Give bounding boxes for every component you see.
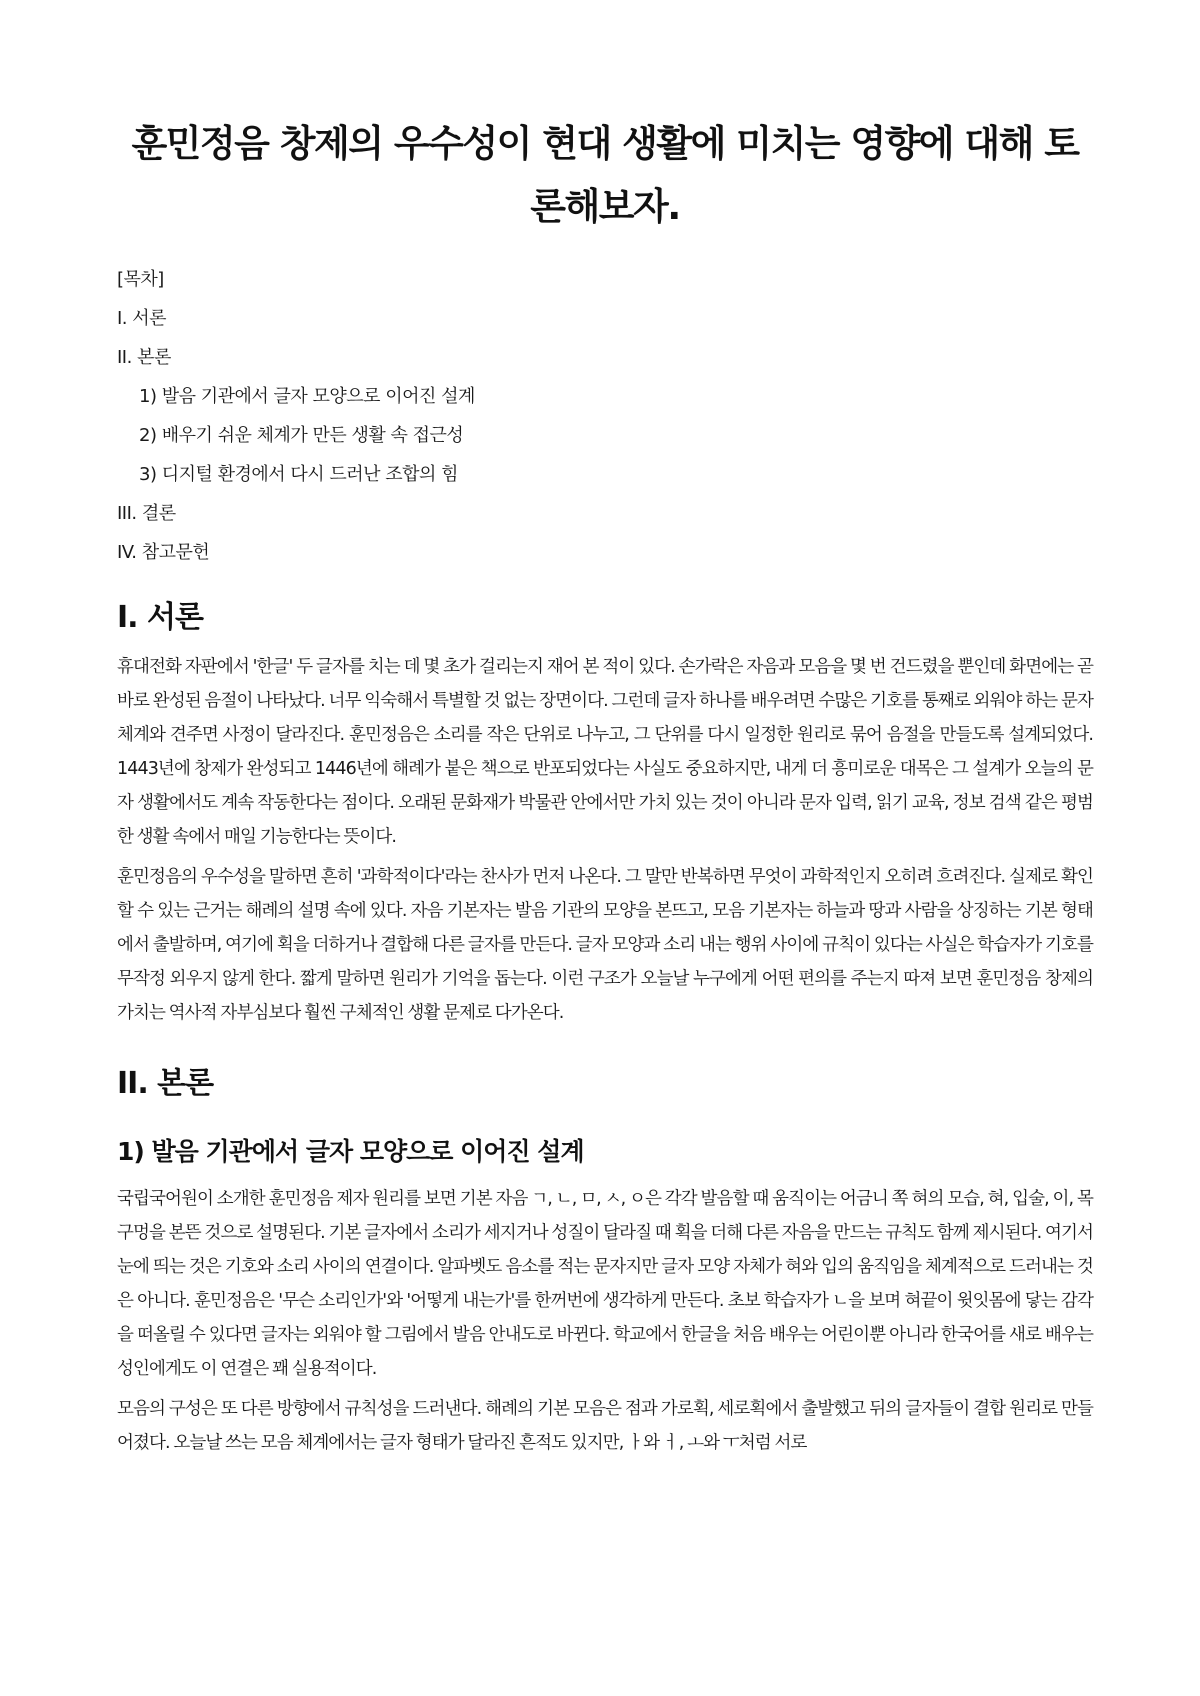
toc-item-references: IV. 참고문헌	[117, 542, 210, 563]
toc-item-intro: I. 서론	[117, 308, 167, 329]
intro-paragraph: 훈민정음의 우수성을 말하면 흔히 '과학적이다'라는 찬사가 먼저 나온다. 그 말만 반복하면 무엇이 과학적인지 오히려 흐려진다. 실제로 확인할 수 있는 근거는 해례의 설명 속에 있다. 자음 기본자는 발음 기관의 모양을 본뜨고, 모음 기본자는 하늘과 땅과 사람을 상징하는 기본 형태에서 출발하며, 여기에 획을 더하거나 결합해 다른 글자를 만든다. 글자 모양과 소리 내는 행위 사이에 규칙이 있다는 사실은 학습자가 기호를 무작정 외우지 않게 한다. 짧게 말하면 원리가 기억을 돕는다. 이런 구조가 오늘날 누구에게 어떤 편의를 주는지 따져 보면 훈민정음 창제의 가치는 역사적 자부심보다 훨씬 구체적인 생활 문제로 다가온다.	[117, 867, 1093, 1023]
body-paragraph: 모음의 구성은 또 다른 방향에서 규칙성을 드러낸다. 해례의 기본 모음은 점과 가로획, 세로획에서 출발했고 뒤의 글자들이 결합 원리로 만들어졌다. 오늘날 쓰는 모음 체계에서는 글자 형태가 달라진 흔적도 있지만, ㅏ와 ㅓ, ㅗ와 ㅜ처럼 서로	[117, 1399, 1093, 1453]
section-heading-intro: I. 서론	[117, 600, 203, 635]
toc-item-conclusion: III. 결론	[117, 503, 176, 524]
toc-item-body-1: 1) 발음 기관에서 글자 모양으로 이어진 설계	[139, 386, 475, 407]
document-title: 훈민정음 창제의 우수성이 현대 생활에 미치는 영향에 대해 토론해보자.	[131, 122, 1079, 228]
subsection-heading-1: 1) 발음 기관에서 글자 모양으로 이어진 설계	[117, 1137, 584, 1166]
document-page	[117, 112, 1093, 1466]
table-of-contents	[117, 260, 1093, 572]
toc-heading: [목차]	[117, 269, 164, 290]
toc-item-body-2: 2) 배우기 쉬운 체계가 만든 생활 속 접근성	[139, 425, 464, 446]
intro-paragraph: 휴대전화 자판에서 '한글' 두 글자를 치는 데 몇 초가 걸리는지 재어 본 적이 있다. 손가락은 자음과 모음을 몇 번 건드렸을 뿐인데 화면에는 곧바로 완성된 음절이 나타났다. 너무 익숙해서 특별할 것 없는 장면이다. 그런데 글자 하나를 배우려면 수많은 기호를 통째로 외워야 하는 문자 체계와 견주면 사정이 달라진다. 훈민정음은 소리를 작은 단위로 나누고, 그 단위를 다시 일정한 원리로 묶어 음절을 만들도록 설계되었다. 1443년에 창제가 완성되고 1446년에 해례가 붙은 책으로 반포되었다는 사실도 중요하지만, 내게 더 흥미로운 대목은 그 설계가 오늘의 문자 생활에서도 계속 작동한다는 점이다. 오래된 문화재가 박물관 안에서만 가치 있는 것이 아니라 문자 입력, 읽기 교육, 정보 검색 같은 평범한 생활 속에서 매일 기능한다는 뜻이다.	[117, 657, 1093, 847]
toc-item-body: II. 본론	[117, 347, 171, 368]
toc-item-body-3: 3) 디지털 환경에서 다시 드러난 조합의 힘	[139, 464, 459, 485]
body-paragraph: 국립국어원이 소개한 훈민정음 제자 원리를 보면 기본 자음 ㄱ, ㄴ, ㅁ, ㅅ, ㅇ은 각각 발음할 때 움직이는 어금니 쪽 혀의 모습, 혀, 입술, 이, 목구멍을 본뜬 것으로 설명된다. 기본 글자에서 소리가 세지거나 성질이 달라질 때 획을 더해 다른 자음을 만드는 규칙도 함께 제시된다. 여기서 눈에 띄는 것은 기호와 소리 사이의 연결이다. 알파벳도 음소를 적는 문자지만 글자 모양 자체가 혀와 입의 움직임을 체계적으로 드러내는 것은 아니다. 훈민정음은 '무슨 소리인가'와 '어떻게 내는가'를 한꺼번에 생각하게 만든다. 초보 학습자가 ㄴ을 보며 혀끝이 윗잇몸에 닿는 감각을 떠올릴 수 있다면 글자는 외워야 할 그림에서 발음 안내도로 바뀐다. 학교에서 한글을 처음 배우는 어린이뿐 아니라 한국어를 새로 배우는 성인에게도 이 연결은 꽤 실용적이다.	[117, 1189, 1093, 1379]
section-heading-body: II. 본론	[117, 1066, 214, 1101]
